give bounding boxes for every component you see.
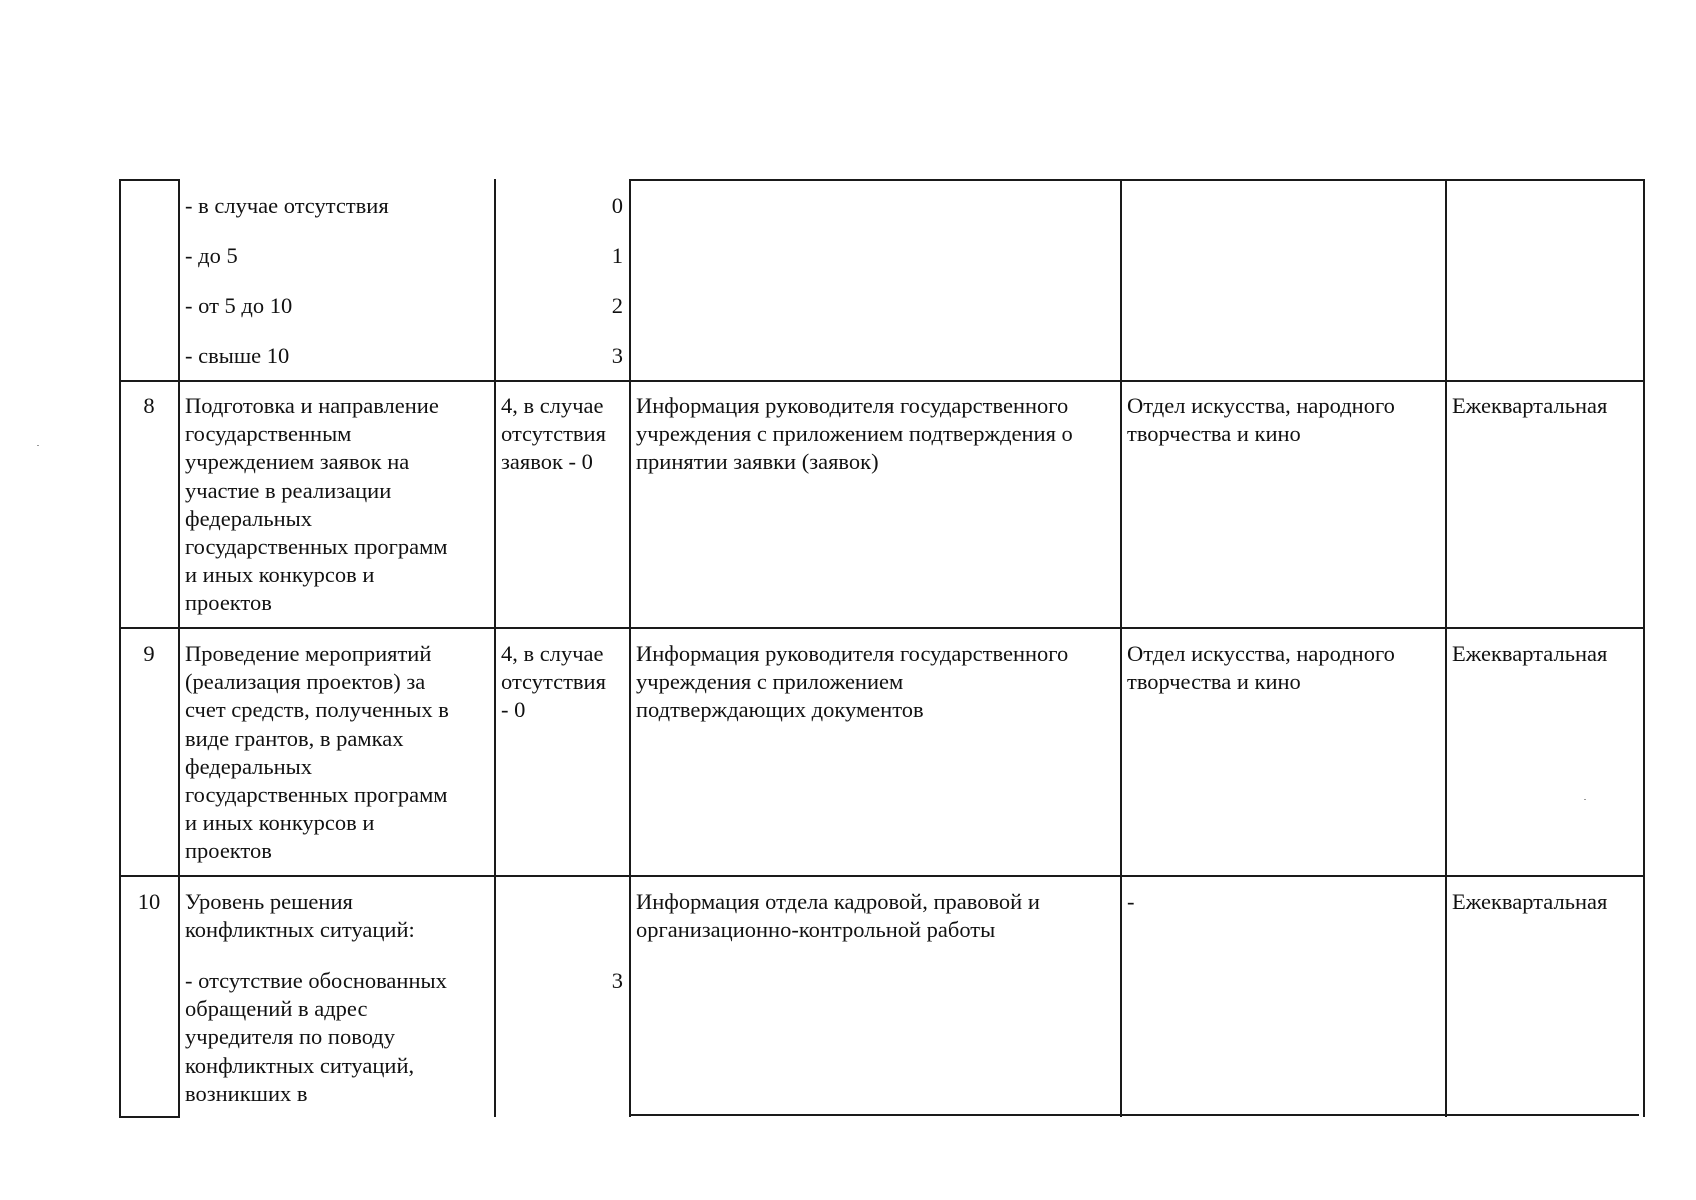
criterion-text: Подготовка и направление государственным учреждением заявок на участие в реализации федеральных государственных программ и иных конкурсов и проектов (185, 393, 448, 616)
sub-criterion-text: - отсутствие обоснованных обращений в адрес учредителя по поводу конфликтных ситуаций, возникших в (185, 968, 447, 1106)
source-text: Информация отдела кадровой, правовой и организационно-контрольной работы (636, 889, 1040, 943)
row-divider-9 (119, 627, 1645, 629)
source-text: Информация руководителя государственного учреждения с приложением подтверждающих документов (636, 641, 1069, 723)
criterion-text: Уровень решения конфликтных ситуаций: (185, 889, 415, 943)
row-number: 9 (143, 641, 155, 666)
criterion-text: Проведение мероприятий (реализация проектов) за счет средств, полученных в виде грантов, в рамках федеральных государственных программ и иных конкурсов и проектов (185, 641, 449, 864)
option-label: - свыше 10 (185, 343, 290, 368)
column-divider-department (1445, 179, 1447, 1117)
table-border-right (1643, 179, 1645, 1117)
option-points: 2 (611, 293, 623, 318)
option-label: - в случае отсутствия (185, 193, 389, 218)
table-bottom-right-cells (629, 1114, 1639, 1116)
column-divider-criterion (494, 179, 496, 1117)
table-top-number-cell (119, 179, 180, 181)
option-points: 3 (611, 343, 623, 368)
department-text: Отдел искусства, народного творчества и кино (1127, 393, 1395, 447)
row-divider-8 (119, 380, 1645, 382)
column-divider-points (629, 179, 631, 1117)
option-points: 1 (611, 243, 623, 268)
frequency-text: Ежеквартальная (1452, 641, 1608, 666)
frequency-text: Ежеквартальная (1452, 393, 1608, 418)
column-divider-source (1120, 179, 1122, 1117)
frequency-text: Ежеквартальная (1452, 889, 1608, 914)
scan-speck (1584, 799, 1586, 800)
department-text: - (1127, 889, 1135, 914)
source-text: Информация руководителя государственного учреждения с приложением подтверждения о принятии заявки (заявок) (636, 393, 1073, 475)
row-number: 8 (143, 393, 155, 418)
sub-criterion-points: 3 (611, 968, 623, 993)
option-label: - до 5 (185, 243, 238, 268)
option-points: 0 (611, 193, 623, 218)
table-bottom-number-cell (119, 1116, 180, 1118)
points-text: 4, в случае отсутствия - 0 (501, 641, 606, 723)
row-divider-10 (119, 875, 1645, 877)
option-label: - от 5 до 10 (185, 293, 293, 318)
points-text: 4, в случае отсутствия заявок - 0 (501, 393, 606, 475)
row-number: 10 (137, 889, 161, 914)
department-text: Отдел искусства, народного творчества и кино (1127, 641, 1395, 695)
table-top-right-cells (629, 179, 1645, 181)
scan-speck (37, 445, 39, 446)
